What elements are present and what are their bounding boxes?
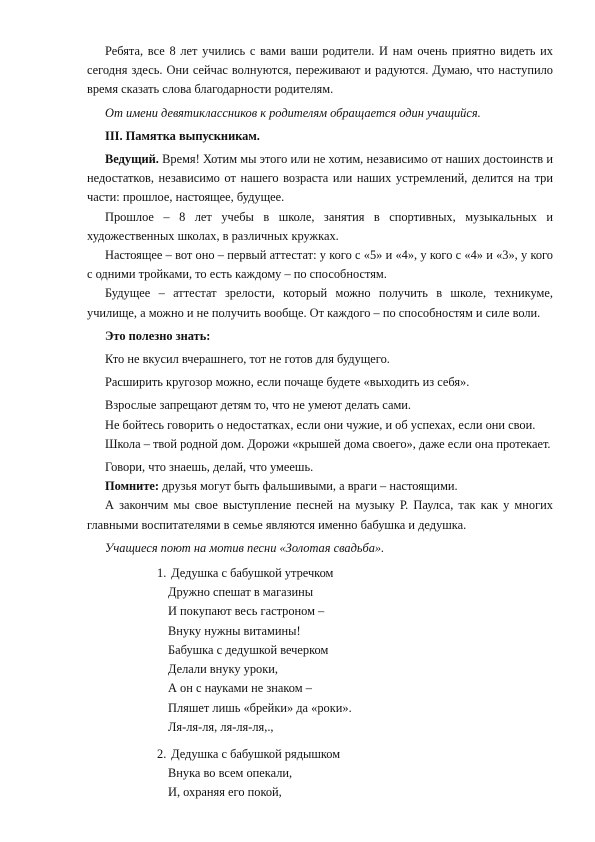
stanza-number: 2. bbox=[157, 746, 167, 761]
lyric-line: 1. Дедушка с бабушкой утречком bbox=[157, 564, 553, 583]
song-lyrics bbox=[157, 564, 553, 802]
paragraph-future: Будущее – аттестат зрелости, который можно получить в школе, техникуме, училище, а можно и не получить вообще. От каждого – по способностям и силе воли. bbox=[87, 286, 553, 320]
tip-line: Не бойтесь говорить о недостатках, если они чужие, и об успехах, если они свои. bbox=[105, 417, 536, 432]
tip-line: Говори, что знаешь, делай, что умеешь. bbox=[105, 460, 314, 475]
subheading-useful-to-know: Это полезно знать: bbox=[105, 328, 211, 343]
paragraph-present: Настоящее – вот оно – первый аттестат: у кого с «5» и «4», у кого с «4» и «3», у кого с одними тройками, то есть каждому – по способностям. bbox=[87, 248, 553, 282]
paragraph-parents-intro: Ребята, все 8 лет учились с вами ваши родители. И нам очень приятно видеть их сегодня здесь. Они сейчас волнуются, переживают и радуются. Думаю, что наступило время сказать слова благодарности родителям. bbox=[87, 44, 553, 97]
stage-direction-song: Учащиеся поют на мотив песни «Золотая свадьба». bbox=[105, 540, 385, 555]
stanza-2 bbox=[157, 745, 553, 803]
lyric-line: Пляшет лишь «брейки» да «роки». bbox=[168, 700, 352, 715]
tip-line: Расширить кругозор можно, если почаще будете «выходить из себя». bbox=[105, 375, 470, 390]
stage-direction-student: От имени девятиклассников к родителям обращается один учащийся. bbox=[105, 105, 481, 120]
section-heading-memo: III. Памятка выпускникам. bbox=[105, 128, 260, 143]
host-speech-text: Время! Хотим мы этого или не хотим, независимо от наших достоинств и недостатков, независимо от нашего возраста или наших устремлений, делится на три части: прошлое, настоящее, будущее. bbox=[87, 152, 553, 205]
paragraph-past: Прошлое – 8 лет учебы в школе, занятия в спортивных, музыкальных и художественных школах, в различных кружках. bbox=[87, 209, 553, 243]
paragraph-host-time bbox=[87, 150, 553, 208]
lyric-line: И, охраняя его покой, bbox=[168, 785, 282, 800]
remember-text: друзья могут быть фальшивыми, а враги – настоящими. bbox=[159, 479, 458, 494]
lyric-line: 2. Дедушка с бабушкой рядышком bbox=[157, 745, 553, 764]
stanza-number: 1. bbox=[157, 566, 167, 581]
remember-label: Помните: bbox=[105, 479, 160, 494]
lyric-line: Внука во всем опекали, bbox=[168, 766, 293, 781]
tip-line: Взрослые запрещают детям то, что не умеют делать сами. bbox=[105, 398, 412, 413]
lyric-line: И покупают весь гастроном – bbox=[168, 604, 325, 619]
paragraph-closing-song: А закончим мы свое выступление песней на музыку Р. Паулса, так как у многих главными воспитателями в семье являются именно бабушка и дедушка. bbox=[87, 498, 553, 532]
lyric-line: Делали внуку уроки, bbox=[168, 662, 278, 677]
lyric-line: Дружно спешат в магазины bbox=[168, 585, 314, 600]
tip-line: Школа – твой родной дом. Дорожи «крышей дома своего», даже если она протекает. bbox=[105, 436, 551, 451]
lyric-line: Бабушка с дедушкой вечерком bbox=[168, 642, 329, 657]
lyric-line: Внуку нужны витамины! bbox=[168, 623, 301, 638]
document-body bbox=[87, 42, 553, 803]
paragraph-remember bbox=[87, 477, 553, 496]
tip-line: Кто не вкусил вчерашнего, тот не готов для будущего. bbox=[105, 352, 390, 367]
lyric-line: А он с науками не знаком – bbox=[168, 681, 312, 696]
speaker-label-host: Ведущий. bbox=[105, 152, 159, 167]
lyric-line: Ля-ля-ля, ля-ля-ля,., bbox=[168, 719, 274, 734]
stanza-1 bbox=[157, 564, 553, 737]
